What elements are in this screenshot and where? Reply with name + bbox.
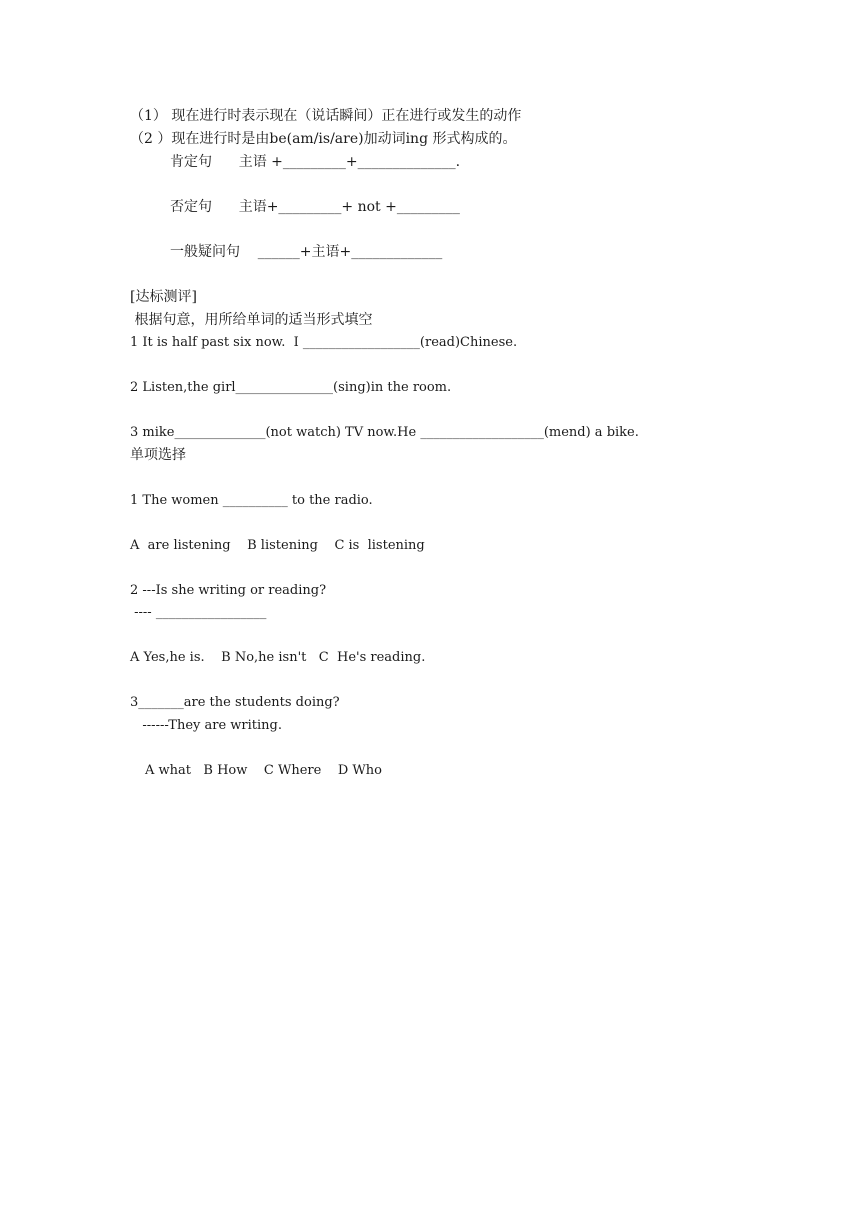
choice-question-1: 1 The women __________ to the radio. <box>130 493 373 508</box>
choice-options-2: A Yes,he is. B No,he isn't C He's reading. <box>130 650 426 665</box>
question-pattern: 一般疑问句 ______+主语+_____________ <box>170 244 443 260</box>
choice-question-2: 2 ---Is she writing or reading? <box>130 583 327 598</box>
choice-answer-2: ---- _________________ <box>130 605 267 620</box>
fill-item-2: 2 Listen,the girl_______________(sing)in the room. <box>130 380 452 395</box>
choice-options-3: A what B How C Where D Who <box>145 763 382 778</box>
negative-pattern: 否定句 主语+_________+ not +_________ <box>170 199 460 215</box>
choice-question-3: 3_______are the students doing? <box>130 695 340 710</box>
choice-options-1: A are listening B listening C is listening <box>130 538 425 553</box>
assessment-heading: [达标测评] <box>130 289 197 305</box>
fill-instruction: 根据句意，用所给单词的适当形式填空 <box>130 312 373 328</box>
fill-item-1: 1 It is half past six now. I __________________(read)Chinese. <box>130 335 518 350</box>
choice-answer-3: ------They are writing. <box>130 718 283 733</box>
choice-heading: 单项选择 <box>130 447 186 463</box>
fill-item-3: 3 mike______________(not watch) TV now.He ___________________(mend) a bike. <box>130 425 639 440</box>
affirmative-pattern: 肯定句 主语 +_________+______________. <box>170 154 461 170</box>
grammar-point-1: （1） 现在进行时表示现在（说话瞬间）正在进行或发生的动作 <box>130 108 522 124</box>
grammar-point-2: （2 ）现在进行时是由be(am/is/are)加动词ing 形式构成的。 <box>130 131 517 147</box>
